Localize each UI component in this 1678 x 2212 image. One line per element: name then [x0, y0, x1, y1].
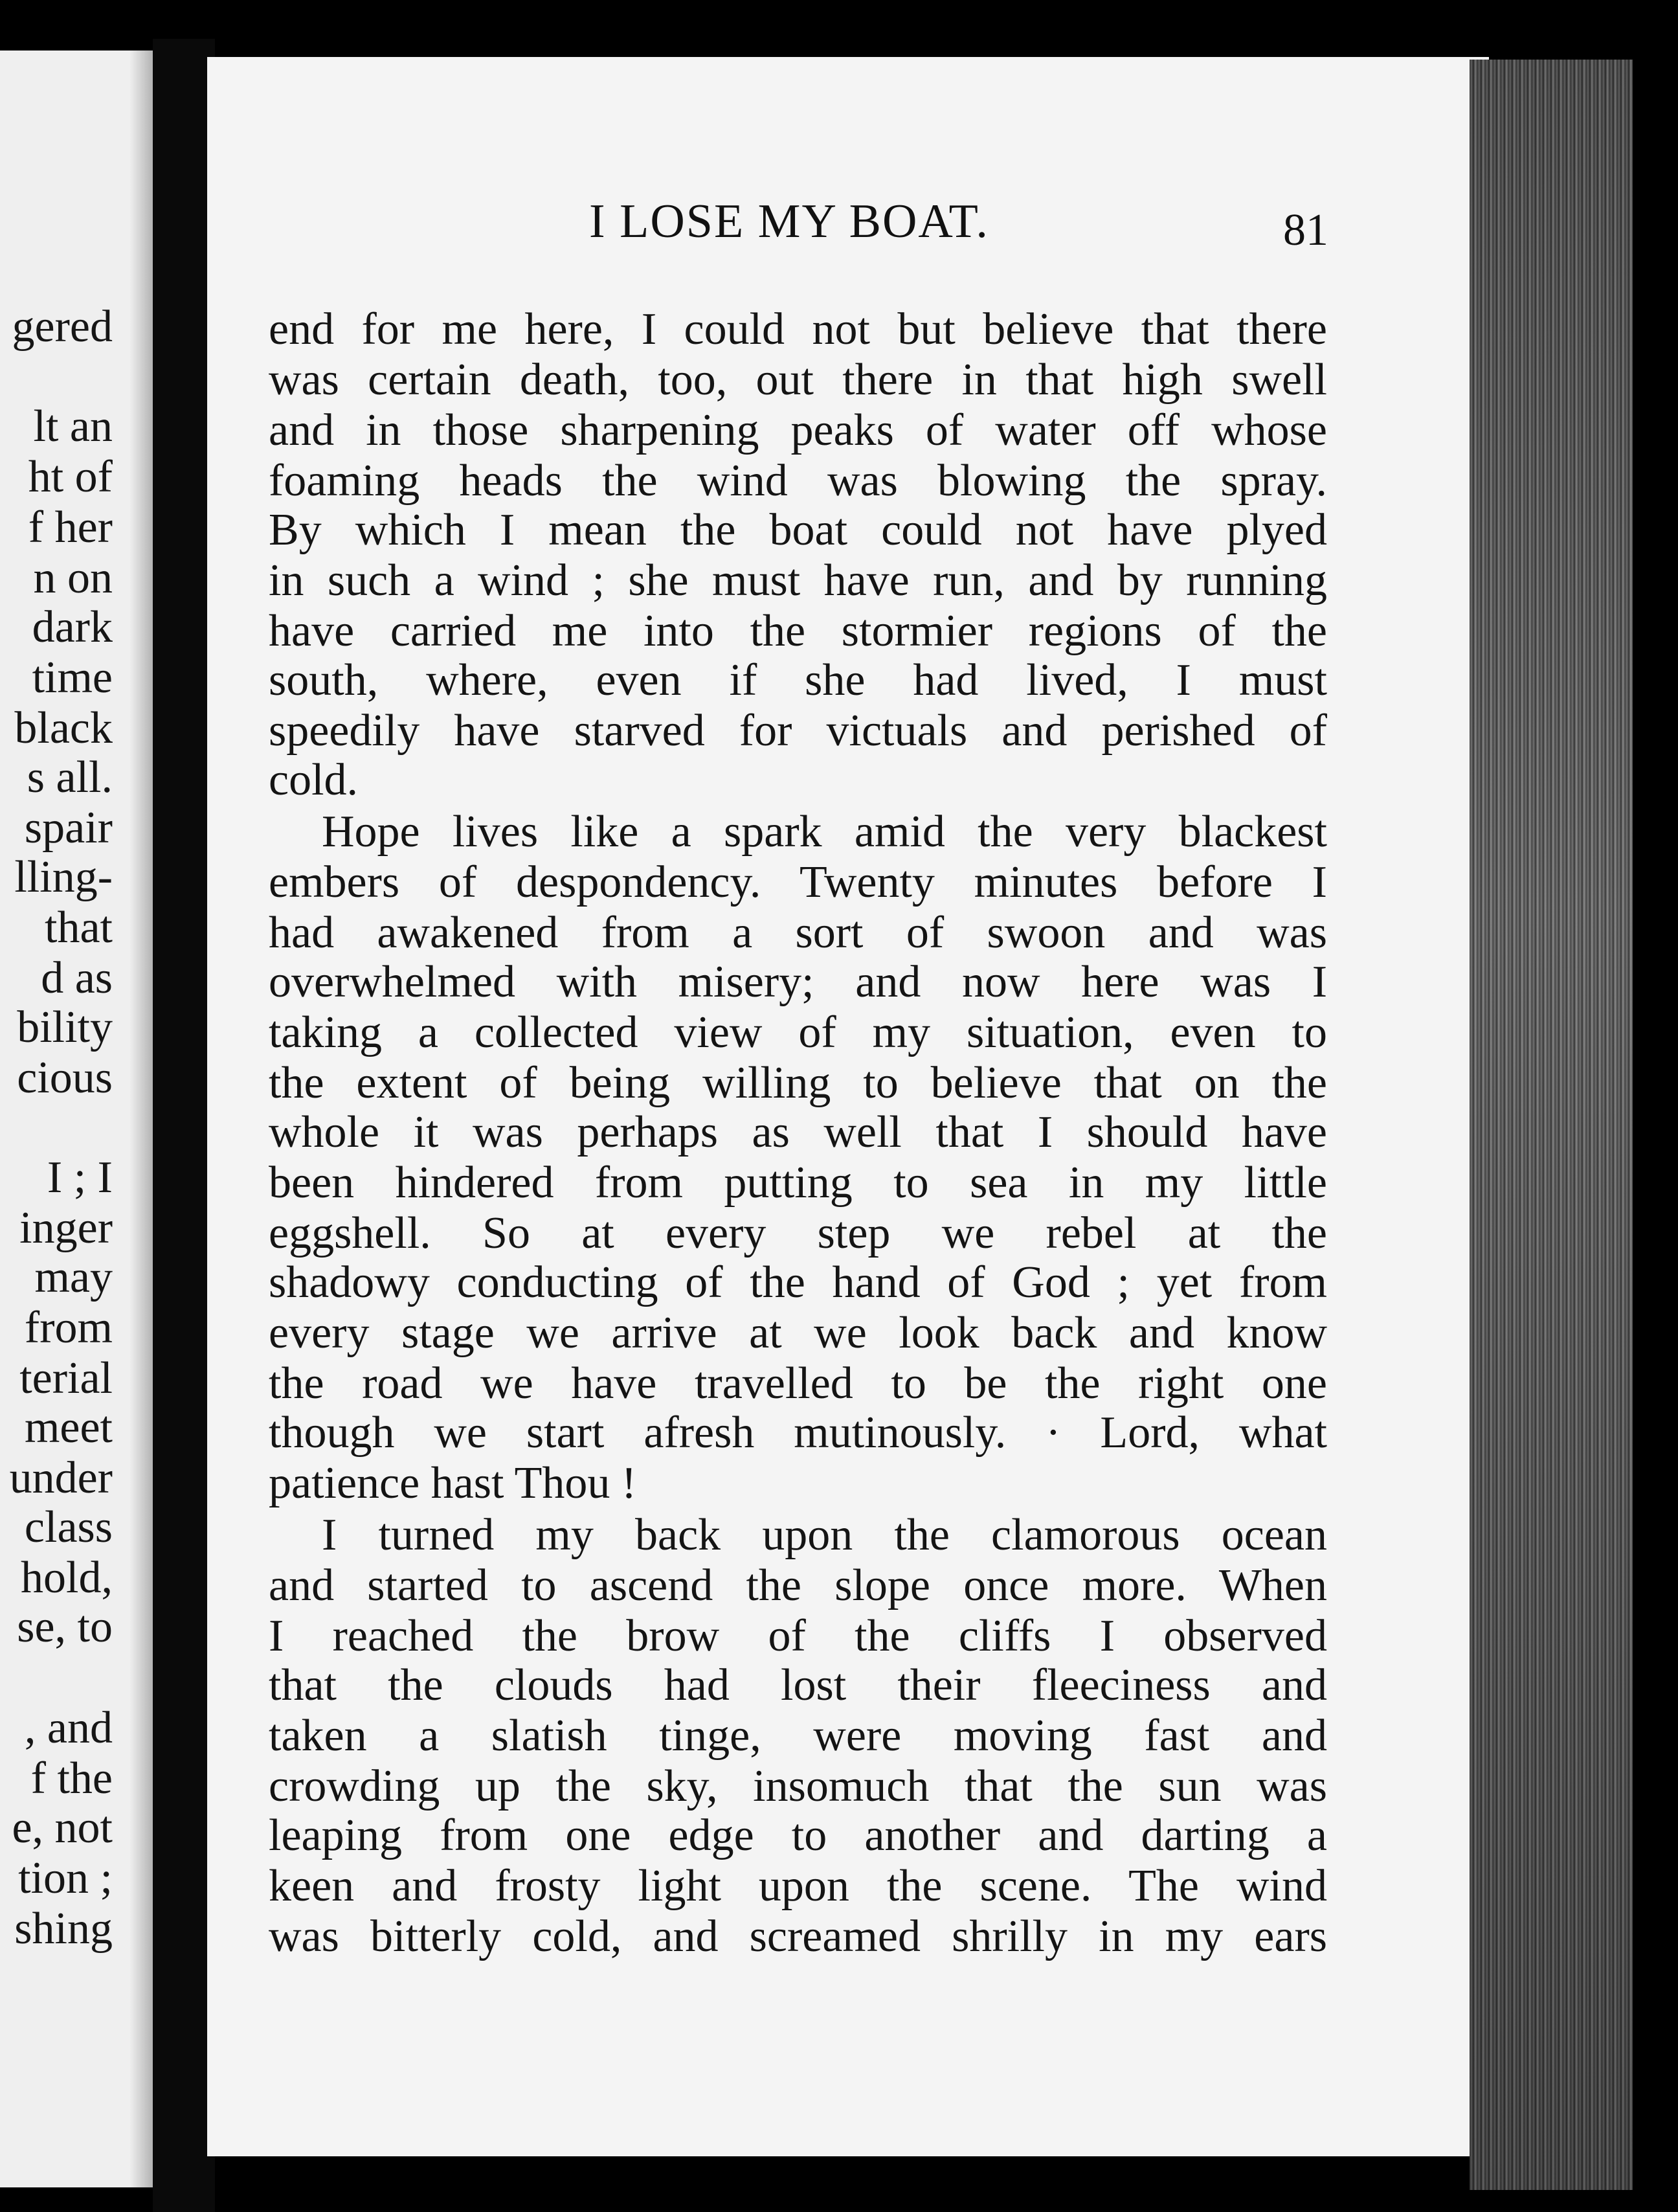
- body-line: eggshell. So at every step we rebel at the: [269, 1208, 1327, 1258]
- body-line: that the clouds had lost their fleeciness and: [269, 1660, 1327, 1710]
- book-gutter: [153, 39, 215, 2212]
- left-page-line: dark: [32, 602, 113, 652]
- body-line: taken a slatish tinge, were moving fast and: [269, 1711, 1327, 1761]
- body-line: speedily have starved for victuals and perished of: [269, 706, 1327, 756]
- body-line: south, where, even if she had lived, I must: [269, 655, 1327, 705]
- body-line: the road we have travelled to be the right one: [269, 1359, 1327, 1408]
- body-line: shadowy conducting of the hand of God ; yet from: [269, 1258, 1327, 1307]
- body-line: leaping from one edge to another and darting a: [269, 1811, 1327, 1860]
- left-page-line: bility: [17, 1002, 113, 1052]
- body-line: was certain death, too, out there in that high swell: [269, 355, 1327, 405]
- left-page-line: terial: [19, 1353, 113, 1403]
- left-page-line: hold,: [21, 1553, 113, 1603]
- paragraph-first-line: Hope lives like a spark amid the very blackest: [322, 807, 1327, 857]
- page-edges: [1470, 60, 1633, 2190]
- left-facing-page: [0, 51, 153, 2187]
- running-head: I LOSE MY BOAT.: [589, 195, 989, 248]
- body-line: and started to ascend the slope once more. When: [269, 1561, 1327, 1610]
- left-page-line: shing: [14, 1904, 113, 1954]
- body-line: patience hast Thou !: [269, 1458, 637, 1508]
- body-line: though we start afresh mutinously. · Lord, what: [269, 1408, 1327, 1458]
- body-line: the extent of being willing to believe that on the: [269, 1058, 1327, 1108]
- page-number: 81: [1283, 205, 1328, 255]
- left-page-line: , and: [24, 1703, 113, 1753]
- body-line: cold.: [269, 755, 359, 805]
- left-page-line: meet: [24, 1403, 113, 1452]
- left-page-line: lling-: [14, 852, 113, 902]
- left-page-line: gered: [12, 302, 113, 352]
- body-line: end for me here, I could not but believe that there: [269, 304, 1327, 354]
- left-page-line: class: [24, 1502, 113, 1552]
- left-page-line: se, to: [17, 1602, 113, 1652]
- body-line: in such a wind ; she must have run, and by running: [269, 556, 1327, 605]
- left-page-line: inger: [19, 1203, 113, 1253]
- left-page-line: that: [45, 903, 113, 953]
- left-page-line: I ; I: [47, 1153, 113, 1202]
- body-line: overwhelmed with misery; and now here was I: [269, 957, 1327, 1007]
- left-page-line: d as: [41, 953, 113, 1003]
- body-line: crowding up the sky, insomuch that the sun was: [269, 1761, 1327, 1811]
- body-line: every stage we arrive at we look back and know: [269, 1308, 1327, 1358]
- left-page-line: n on: [33, 553, 113, 603]
- left-page-line: time: [32, 653, 113, 703]
- left-page-line: s all.: [27, 752, 113, 802]
- left-page-line: black: [14, 703, 113, 753]
- left-page-line: f her: [28, 502, 113, 552]
- body-line: been hindered from putting to sea in my little: [269, 1158, 1327, 1208]
- left-page-line: e, not: [12, 1803, 113, 1853]
- body-line: I reached the brow of the cliffs I observed: [269, 1611, 1327, 1661]
- left-page-line: may: [34, 1252, 113, 1302]
- left-page-line: cious: [17, 1053, 113, 1103]
- body-line: whole it was perhaps as well that I should have: [269, 1107, 1327, 1157]
- body-line: have carried me into the stormier regions of the: [269, 606, 1327, 656]
- left-page-line: under: [9, 1453, 113, 1503]
- left-page-line: from: [24, 1303, 113, 1353]
- left-page-line: ht of: [28, 452, 113, 502]
- body-line: and in those sharpening peaks of water off whose: [269, 405, 1327, 455]
- body-line: keen and frosty light upon the scene. The wind: [269, 1861, 1327, 1911]
- body-line: foaming heads the wind was blowing the spray.: [269, 456, 1327, 506]
- left-page-line: tion ;: [18, 1853, 113, 1903]
- body-line: had awakened from a sort of swoon and was: [269, 908, 1327, 958]
- paragraph-first-line: I turned my back upon the clamorous ocean: [322, 1510, 1327, 1560]
- left-page-line: lt an: [33, 401, 113, 451]
- body-line: was bitterly cold, and screamed shrilly in my ears: [269, 1912, 1327, 1961]
- body-line: By which I mean the boat could not have plyed: [269, 505, 1327, 555]
- body-line: taking a collected view of my situation, even to: [269, 1008, 1327, 1057]
- left-page-line: f the: [30, 1754, 113, 1803]
- left-page-line: spair: [24, 803, 113, 853]
- left-page-gutter-shadow: [129, 51, 153, 2187]
- body-line: embers of despondency. Twenty minutes before I: [269, 857, 1327, 907]
